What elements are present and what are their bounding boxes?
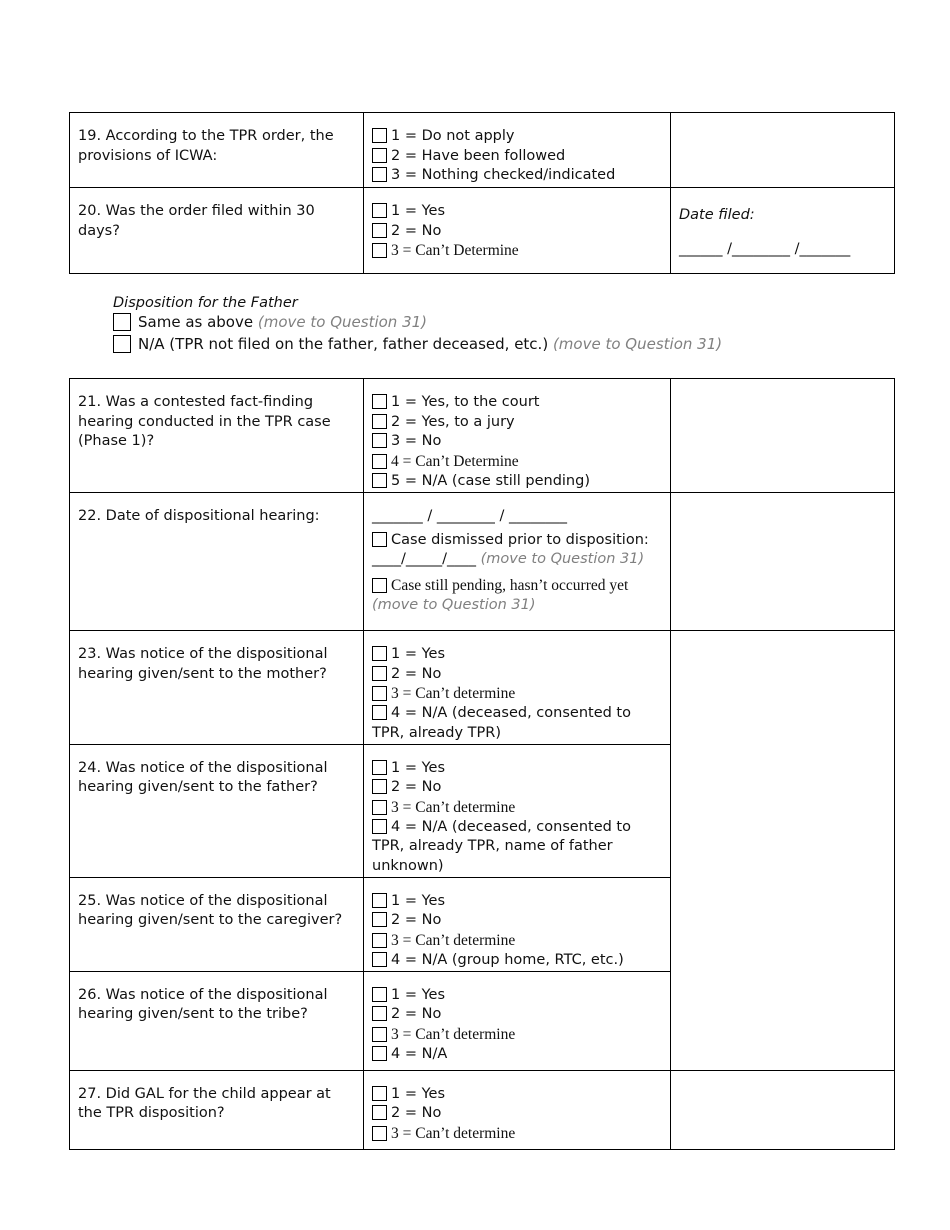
checkbox[interactable]	[372, 243, 387, 258]
question-19-text: 19. According to the TPR order, the provisions of ICWA:	[70, 113, 364, 188]
table-questions-21-27	[69, 378, 895, 1150]
table-questions-19-20	[69, 112, 895, 274]
question-20-options	[364, 188, 671, 274]
checkbox[interactable]	[372, 987, 387, 1002]
q24-option-4[interactable]: 4 = N/A (deceased, consented to TPR, already TPR, name of father unknown)	[372, 818, 631, 875]
q20-option-1[interactable]: 1 = Yes	[372, 202, 662, 222]
checkbox[interactable]	[113, 335, 131, 353]
question-22-text: 22. Date of dispositional hearing:	[70, 493, 364, 631]
checkbox[interactable]	[372, 800, 387, 815]
question-25-options	[364, 877, 671, 971]
q20-option-3[interactable]: 3 = Can’t Determine	[372, 241, 662, 261]
checkbox[interactable]	[372, 223, 387, 238]
q26-option-2[interactable]: 2 = No	[372, 1005, 662, 1025]
checkbox[interactable]	[372, 394, 387, 409]
q22-dismissed-date-line[interactable]: ____/_____/____ (move to Question 31)	[372, 551, 645, 568]
q23-option-1[interactable]: 1 = Yes	[372, 645, 662, 665]
checkbox[interactable]	[372, 203, 387, 218]
question-25-text: 25. Was notice of the dispositional hearing given/sent to the caregiver?	[70, 877, 364, 971]
question-19-notes	[671, 113, 895, 188]
question-21-text: 21. Was a contested fact-finding hearing conducted in the TPR case (Phase 1)?	[70, 379, 364, 493]
checkbox[interactable]	[372, 779, 387, 794]
checkbox[interactable]	[372, 1046, 387, 1061]
q22-pending-move: (move to Question 31)	[372, 596, 536, 613]
question-20-text: 20. Was the order filed within 30 days?	[70, 188, 364, 274]
table-row-q22	[70, 493, 895, 631]
q21-option-3[interactable]: 3 = No	[372, 432, 662, 452]
q27-option-2[interactable]: 2 = No	[372, 1104, 662, 1124]
checkbox[interactable]	[372, 1006, 387, 1021]
q21-option-2[interactable]: 2 = Yes, to a jury	[372, 413, 662, 433]
q23-option-3[interactable]: 3 = Can’t determine	[372, 684, 662, 704]
q19-option-1[interactable]: 1 = Do not apply	[372, 127, 662, 147]
question-27-text: 27. Did GAL for the child appear at the TPR disposition?	[70, 1070, 364, 1149]
q26-option-4[interactable]: 4 = N/A	[372, 1045, 662, 1065]
q24-option-2[interactable]: 2 = No	[372, 778, 662, 798]
table-row-q20	[70, 188, 895, 274]
question-21-notes	[671, 379, 895, 493]
question-27-options	[364, 1070, 671, 1149]
checkbox[interactable]	[372, 893, 387, 908]
checkbox[interactable]	[372, 1086, 387, 1101]
q20-option-2[interactable]: 2 = No	[372, 222, 662, 242]
question-19-options	[364, 113, 671, 188]
question-22-options	[364, 493, 671, 631]
checkbox[interactable]	[372, 167, 387, 182]
checkbox[interactable]	[372, 578, 387, 593]
checkbox[interactable]	[372, 433, 387, 448]
checkbox[interactable]	[372, 473, 387, 488]
checkbox[interactable]	[372, 1126, 387, 1141]
q25-option-1[interactable]: 1 = Yes	[372, 892, 662, 912]
q24-option-1[interactable]: 1 = Yes	[372, 759, 662, 779]
question-26-text: 26. Was notice of the dispositional hearing given/sent to the tribe?	[70, 971, 364, 1070]
father-disposition-heading: Disposition for the Father	[113, 295, 298, 311]
q27-option-1[interactable]: 1 = Yes	[372, 1085, 662, 1105]
q22-option-dismissed[interactable]: Case dismissed prior to disposition:	[372, 531, 662, 551]
checkbox[interactable]	[372, 454, 387, 469]
q23-option-2[interactable]: 2 = No	[372, 665, 662, 685]
q25-option-2[interactable]: 2 = No	[372, 911, 662, 931]
q23-option-4[interactable]: 4 = N/A (deceased, consented to TPR, already TPR)	[372, 705, 631, 741]
q21-option-1[interactable]: 1 = Yes, to the court	[372, 393, 662, 413]
table-row-q23	[70, 631, 895, 745]
checkbox[interactable]	[372, 912, 387, 927]
q19-option-2[interactable]: 2 = Have been followed	[372, 147, 662, 167]
checkbox[interactable]	[372, 819, 387, 834]
checkbox[interactable]	[372, 952, 387, 967]
checkbox[interactable]	[372, 414, 387, 429]
checkbox[interactable]	[113, 313, 131, 331]
checkbox[interactable]	[372, 646, 387, 661]
father-option-same[interactable]: Same as above (move to Question 31)	[113, 312, 722, 334]
question-23-options	[364, 631, 671, 745]
q19-option-3[interactable]: 3 = Nothing checked/indicated	[372, 166, 662, 186]
date-filed-field[interactable]: ______ /________ /_______	[679, 240, 851, 257]
father-option-na[interactable]: N/A (TPR not filed on the father, father deceased, etc.) (move to Question 31)	[113, 334, 722, 356]
q26-option-3[interactable]: 3 = Can’t determine	[372, 1025, 662, 1045]
q21-option-4[interactable]: 4 = Can’t Determine	[372, 452, 662, 472]
father-disposition-section	[113, 294, 722, 355]
question-24-options	[364, 744, 671, 877]
q25-option-3[interactable]: 3 = Can’t determine	[372, 931, 662, 951]
table-row-q21	[70, 379, 895, 493]
question-27-notes	[671, 1070, 895, 1149]
checkbox[interactable]	[372, 1105, 387, 1120]
checkbox[interactable]	[372, 128, 387, 143]
q25-option-4[interactable]: 4 = N/A (group home, RTC, etc.)	[372, 951, 662, 971]
dispositional-hearing-date-field[interactable]: _______ / ________ / ________	[372, 508, 567, 524]
checkbox[interactable]	[372, 705, 387, 720]
checkbox[interactable]	[372, 1027, 387, 1042]
question-26-options	[364, 971, 671, 1070]
q27-option-3[interactable]: 3 = Can’t determine	[372, 1124, 662, 1144]
question-21-options	[364, 379, 671, 493]
q24-option-3[interactable]: 3 = Can’t determine	[372, 798, 662, 818]
table-row-q19	[70, 113, 895, 188]
question-22-notes	[671, 493, 895, 631]
date-filed-label: Date filed:	[679, 207, 755, 223]
question-23-text: 23. Was notice of the dispositional hearing given/sent to the mother?	[70, 631, 364, 745]
checkbox[interactable]	[372, 666, 387, 681]
q26-option-1[interactable]: 1 = Yes	[372, 986, 662, 1006]
checkbox[interactable]	[372, 148, 387, 163]
question-24-text: 24. Was notice of the dispositional hearing given/sent to the father?	[70, 744, 364, 877]
questions-23-26-notes	[671, 631, 895, 1071]
checkbox[interactable]	[372, 532, 387, 547]
table-row-q27	[70, 1070, 895, 1149]
checkbox[interactable]	[372, 686, 387, 701]
checkbox[interactable]	[372, 933, 387, 948]
checkbox[interactable]	[372, 760, 387, 775]
question-20-date-cell	[671, 188, 895, 274]
q21-option-5[interactable]: 5 = N/A (case still pending)	[372, 472, 662, 492]
q22-option-pending[interactable]: Case still pending, hasn’t occurred yet	[372, 576, 662, 596]
